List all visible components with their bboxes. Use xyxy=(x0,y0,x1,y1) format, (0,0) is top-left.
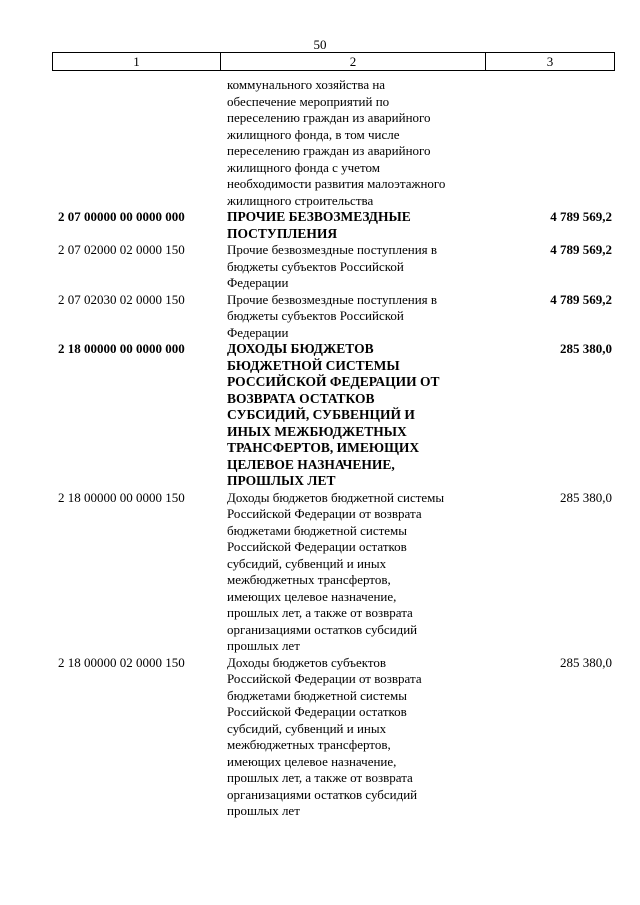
table-row xyxy=(52,209,614,242)
revenue-code: 2 18 00000 00 0000 150 xyxy=(58,489,185,505)
revenue-code: 2 18 00000 00 0000 000 xyxy=(58,341,185,356)
description-line: межбюджетных трансфертов, xyxy=(227,572,391,587)
description-line: бюджеты субъектов Российской xyxy=(227,258,404,274)
description-line: ПОСТУПЛЕНИЯ xyxy=(227,225,338,241)
description-line: ПРОШЛЫХ ЛЕТ xyxy=(227,473,336,488)
description-line: Доходы бюджетов субъектов xyxy=(227,654,387,670)
page-number: 50 xyxy=(313,37,327,52)
description-line: межбюджетных трансфертов, xyxy=(227,737,391,752)
description-line: ЦЕЛЕВОЕ НАЗНАЧЕНИЕ, xyxy=(227,456,395,472)
description-line: Российской Федерации остатков xyxy=(227,704,407,719)
description-line: имеющих целевое назначение, xyxy=(227,753,397,769)
revenue-description xyxy=(227,242,489,292)
description-line: жилищного фонда с учетом xyxy=(227,159,380,175)
description-line: организациями остатков субсидий xyxy=(227,621,418,637)
description-line: прошлых лет, а также от возврата xyxy=(227,605,413,620)
column-header-3: 3 xyxy=(486,53,615,71)
description-line: субсидий, субвенций и иных xyxy=(227,555,387,571)
table-row xyxy=(52,655,614,820)
revenue-description xyxy=(227,292,489,342)
amount-value: 285 380,0 xyxy=(560,654,612,670)
description-line: коммунального хозяйства на xyxy=(227,77,386,92)
budget-rows xyxy=(52,77,614,820)
description-line: ИНЫХ МЕЖБЮДЖЕТНЫХ xyxy=(227,423,407,439)
description-line: СУБСИДИЙ, СУБВЕНЦИЙ И xyxy=(227,407,415,422)
description-line: переселению граждан из аварийного xyxy=(227,143,431,158)
description-line: ДОХОДЫ БЮДЖЕТОВ xyxy=(227,341,374,356)
description-line: Прочие безвозмездные поступления в xyxy=(227,242,438,257)
amount-value: 4 789 569,2 xyxy=(550,291,612,307)
revenue-code: 2 07 00000 00 0000 000 xyxy=(58,209,185,224)
table-row xyxy=(52,77,614,209)
description-line: прошлых лет, а также от возврата xyxy=(227,770,413,785)
revenue-description xyxy=(227,490,489,655)
amount-value: 4 789 569,2 xyxy=(550,242,612,257)
revenue-code: 2 07 02030 02 0000 150 xyxy=(58,291,185,307)
revenue-description xyxy=(227,209,489,242)
description-line: ТРАНСФЕРТОВ, ИМЕЮЩИХ xyxy=(227,440,420,455)
description-line: необходимости развития малоэтажного xyxy=(227,176,446,191)
amount-value: 285 380,0 xyxy=(560,489,612,505)
description-line: ПРОЧИЕ БЕЗВОЗМЕЗДНЫЕ xyxy=(227,209,411,224)
description-line: Прочие безвозмездные поступления в xyxy=(227,291,438,307)
table-row xyxy=(52,242,614,292)
revenue-description xyxy=(227,655,489,820)
table-row xyxy=(52,490,614,655)
description-line: Доходы бюджетов бюджетной системы xyxy=(227,489,445,505)
description-line: жилищного строительства xyxy=(227,192,374,208)
description-line: бюджетами бюджетной системы xyxy=(227,522,408,538)
description-line: прошлых лет xyxy=(227,803,300,818)
revenue-description xyxy=(227,77,489,209)
column-header-2: 2 xyxy=(221,53,486,71)
column-header-row xyxy=(53,53,615,71)
column-header-table xyxy=(52,52,615,71)
column-header-1: 1 xyxy=(53,53,221,71)
description-line: Федерации xyxy=(227,324,289,340)
description-line: Российской Федерации от возврата xyxy=(227,506,422,521)
amount-value: 285 380,0 xyxy=(560,341,612,356)
revenue-description xyxy=(227,341,489,490)
revenue-code: 2 18 00000 02 0000 150 xyxy=(58,654,185,670)
description-line: жилищного фонда, в том числе xyxy=(227,126,400,142)
description-line: БЮДЖЕТНОЙ СИСТЕМЫ xyxy=(227,357,400,373)
revenue-code: 2 07 02000 02 0000 150 xyxy=(58,242,185,257)
description-line: ВОЗВРАТА ОСТАТКОВ xyxy=(227,390,375,406)
description-line: Российской Федерации остатков xyxy=(227,539,407,554)
table-row xyxy=(52,341,614,490)
description-line: организациями остатков субсидий xyxy=(227,786,418,802)
description-line: бюджеты субъектов Российской xyxy=(227,308,404,323)
description-line: субсидий, субвенций и иных xyxy=(227,720,387,736)
description-line: имеющих целевое назначение, xyxy=(227,588,397,604)
description-line: переселению граждан из аварийного xyxy=(227,110,431,125)
description-line: Российской Федерации от возврата xyxy=(227,671,422,686)
description-line: бюджетами бюджетной системы xyxy=(227,687,408,703)
description-line: прошлых лет xyxy=(227,638,300,653)
description-line: обеспечение мероприятий по xyxy=(227,93,390,109)
amount-value: 4 789 569,2 xyxy=(550,209,612,224)
description-line: РОССИЙСКОЙ ФЕДЕРАЦИИ ОТ xyxy=(227,374,440,389)
description-line: Федерации xyxy=(227,275,289,290)
table-row xyxy=(52,292,614,342)
